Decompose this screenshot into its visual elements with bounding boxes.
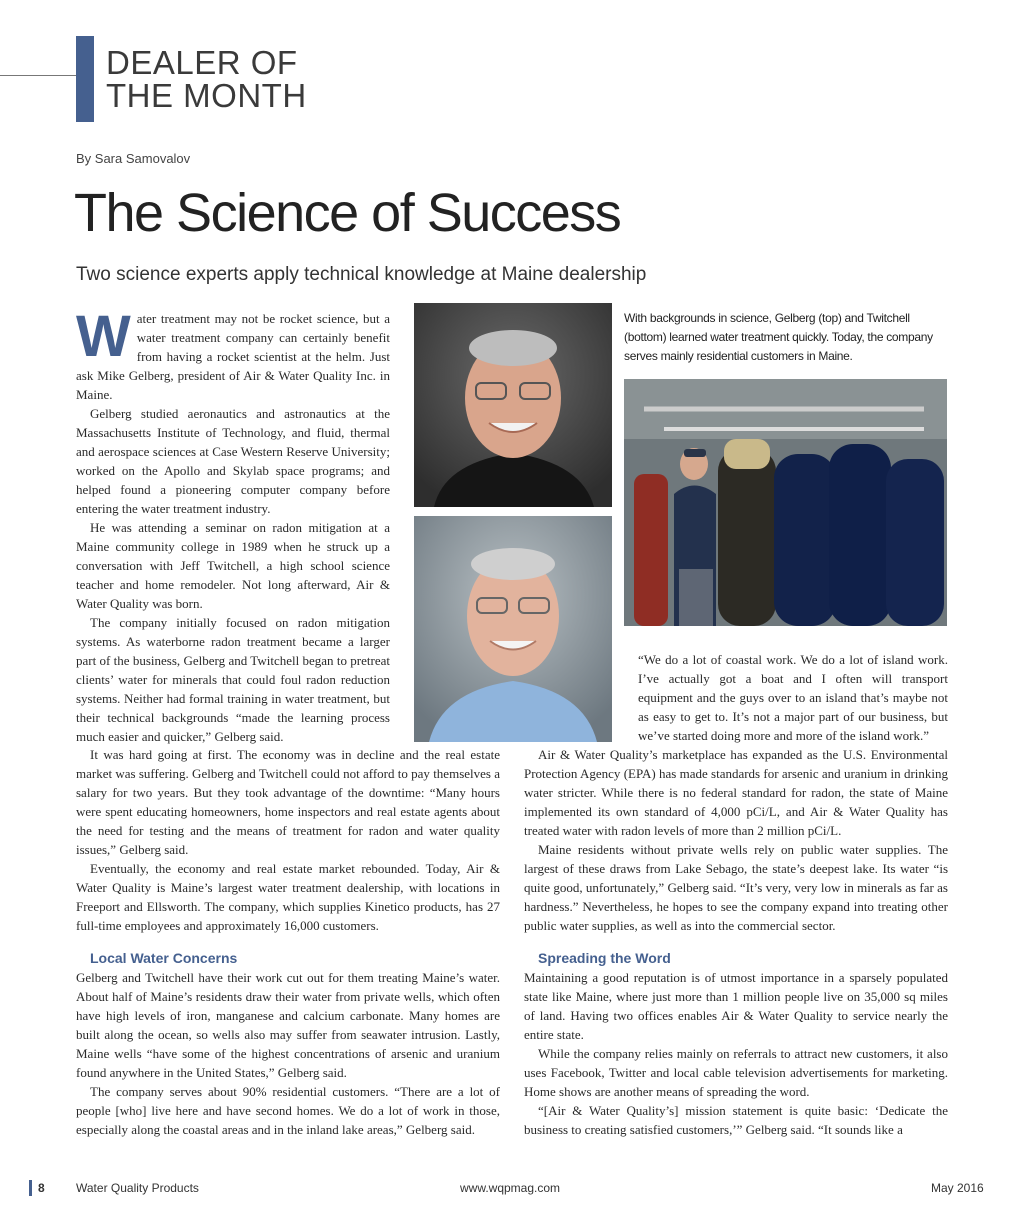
- quote-column: [638, 650, 948, 745]
- water-tanks-image: [624, 379, 947, 626]
- article-title: The Science of Success: [74, 183, 621, 243]
- drop-cap: W: [76, 304, 131, 369]
- issue-date: May 2016: [931, 1181, 984, 1195]
- byline: By Sara Samovalov: [76, 151, 191, 166]
- page-number: 8: [38, 1181, 45, 1195]
- left-paragraph-4: The company serves about 90% residential customers. “There are a lot of people [who] live here and have second homes. We do a lot of work in those, especially along the coastal areas and in the inland lake areas,” Gelberg said.: [76, 1084, 500, 1137]
- right-column: [524, 745, 948, 1139]
- photo-caption: With backgrounds in science, Gelberg (top) and Twitchell (bottom) learned water treatment quickly. Today, the company serves mainly residential customers in Maine.: [624, 311, 933, 363]
- footer-accent-bar: [29, 1180, 32, 1196]
- intro-paragraph-3: He was attending a seminar on radon mitigation at a Maine community college in 1989 when he struck up a conversation with Jeff Twitchell, a high school science teacher and home remodeler. Not long afterward, Air & Water Quality was born.: [76, 520, 390, 611]
- website-url: www.wqpmag.com: [460, 1181, 561, 1195]
- gelberg-portrait-image: [414, 303, 612, 507]
- spreading-the-word-heading: Spreading the Word: [538, 950, 671, 966]
- left-paragraph-3: Gelberg and Twitchell have their work cut out for them treating Maine’s water. About half of Maine’s residents draw their water from private wells, which often have high levels of iron, manganese and calcium carbonate. Many homes are built along the ocean, so wells also may suffer from seawater intrusion. Lastly, Maine wells “have some of the highest concentrations of arsenic and uranium found anywhere in the United States,” Gelberg said.: [76, 970, 500, 1080]
- intro-text-1: ater treatment may not be rocket science, but a water treatment company can certainly benefit from having a rocket scientist at the helm. Just ask Mike Gelberg, president of Air & Water Quality Inc. in Maine.: [76, 311, 390, 402]
- right-paragraph-4: While the company relies mainly on referrals to attract new customers, it also uses Facebook, Twitter and local cable television advertisements for marketing. Home shows are another means of spreading the word.: [524, 1046, 948, 1099]
- section-heading-line2: THE MONTH: [106, 77, 307, 114]
- twitchell-portrait-image: [414, 516, 612, 742]
- right-paragraph-5: “[Air & Water Quality’s] mission statement is quite basic: ‘Dedicate the business to creating satisfied customers,’” Gelberg said. “It sounds like a: [524, 1103, 948, 1137]
- intro-column: [76, 304, 390, 746]
- left-paragraph-1: It was hard going at first. The economy was in decline and the real estate market was suffering. Gelberg and Twitchell could not afford to pay themselves a salary for two years. But they took advantage of the downtime: “Many hours were spent educating homeowners, home inspectors and real estate agents about the need for testing and the means of treatment for radon and water quality issues,” Gelberg said.: [76, 747, 500, 857]
- left-column: [76, 745, 500, 1139]
- intro-paragraph-2: Gelberg studied aeronautics and astronautics at the Massachusetts Institute of Technology, and fluid, thermal and aerospace sciences at Case Western Reserve University; worked on the Apollo and Skylab space programs; and helped found a pioneering computer company before entering the water treatment industry.: [76, 406, 390, 516]
- quote-paragraph: “We do a lot of coastal work. We do a lot of island work. I’ve actually got a boat and I often will transport equipment and the guys over to an island that’s maybe not as easy to get to. It’s not a major part of our business, but we’ve started doing more and more of the island work.”: [638, 652, 948, 743]
- article-subtitle: Two science experts apply technical knowledge at Maine dealership: [76, 264, 647, 285]
- water-tanks-photo: [624, 379, 947, 626]
- header-rule: [0, 75, 76, 76]
- section-heading-line1: DEALER OF: [106, 44, 298, 81]
- local-water-concerns-heading: Local Water Concerns: [90, 950, 238, 966]
- right-paragraph-2: Maine residents without private wells rely on public water supplies. The largest of these draws from Lake Sebago, the state’s deepest lake. Its water “is quite good, unfortunately,” Gelberg said. “It’s very, very low in minerals as far as hardness.” Nevertheless, he hopes to see the company expand into treating other public water supplies, as well as into the commercial sector.: [524, 842, 948, 933]
- right-paragraph-3: Maintaining a good reputation is of utmost importance in a sparsely populated state like Maine, where just more than 1 million people live on 35,000 sq miles of land. Having two offices enables Air & Water Quality to service nearly the entire state.: [524, 970, 948, 1042]
- right-paragraph-1: Air & Water Quality’s marketplace has expanded as the U.S. Environmental Protection Agency (EPA) has made standards for arsenic and uranium in drinking water stricter. While there is no federal standard for radon, the state of Maine implemented its own standard of 4,000 pCi/L, and Air & Water Quality has treated water with radon levels of more than 2 million pCi/L.: [524, 747, 948, 838]
- intro-paragraph-1: [76, 304, 390, 404]
- publication-name: Water Quality Products: [76, 1181, 199, 1195]
- gelberg-portrait-photo: [414, 303, 612, 507]
- intro-paragraph-4: The company initially focused on radon mitigation systems. As waterborne radon treatment became a larger part of the business, Gelberg and Twitchell began to pretreat clients’ water for minerals that could foul radon reduction systems. Neither had formal training in water treatment, but their technical backgrounds “made the learning process much easier and quicker,” Gelberg said.: [76, 615, 390, 744]
- section-heading: [106, 46, 307, 112]
- section-accent-bar: [76, 36, 94, 122]
- twitchell-portrait-photo: [414, 516, 612, 742]
- left-paragraph-2: Eventually, the economy and real estate market rebounded. Today, Air & Water Quality is Maine’s largest water treatment dealership, with locations in Freeport and Ellsworth. The company, which supplies Kinetico products, has 27 full-time employees and approximately 16,000 customers.: [76, 861, 500, 933]
